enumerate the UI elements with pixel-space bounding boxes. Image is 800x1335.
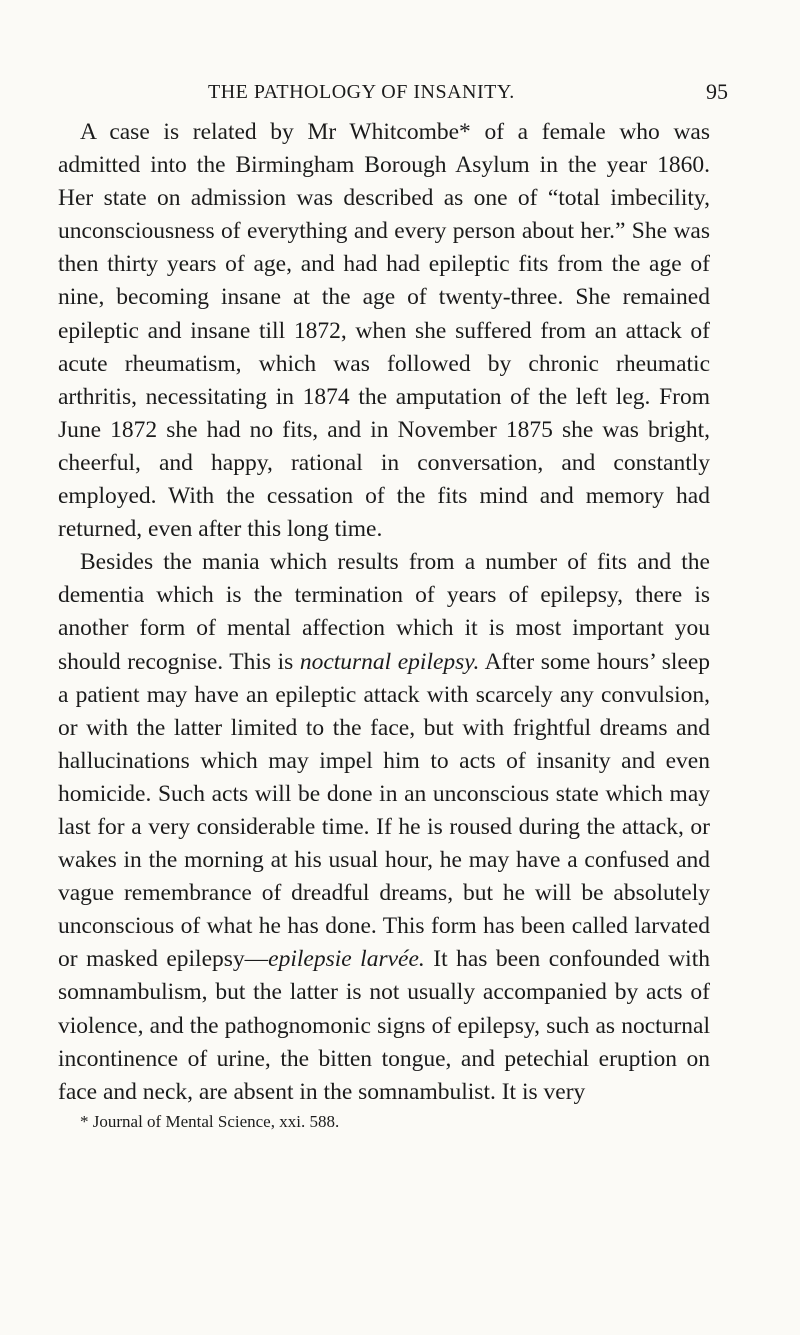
- paragraph-text: After some hours’ sleep a patient may have an epileptic attack with scarcely any convulsion, or with the latter limited to the face, but with frightful dreams and hallucinations which may impel him to acts of insanity and even homicide. Such acts will be done in an unconscious state which may last for a very considerable time. If he is roused during the attack, or wakes in the morning at his usual hour, he may have a confused and vague remembrance of dreadful dreams, but he will be absolutely unconscious of what he has done. This form has been called larvated or masked epilepsy—: [58, 648, 710, 973]
- footnote: * Journal of Mental Science, xxi. 588.: [80, 1111, 340, 1131]
- paragraph-nocturnal-epilepsy: [58, 546, 710, 1109]
- book-page: [58, 78, 728, 1133]
- page-number: 95: [706, 79, 728, 104]
- italic-term: nocturnal epilepsy.: [299, 648, 480, 675]
- running-head: THE PATHOLOGY OF INSANITY.: [208, 81, 515, 103]
- paragraph-text: Besides the mania which results from a number of fits and the dementia which is the termination of years of epilepsy, there is another form of mental affection which it is most important you should recognise. This is: [58, 549, 710, 675]
- italic-term: epilepsie larvée.: [268, 946, 425, 973]
- paragraph-text: It has been confounded with somnambulism, but the latter is not usually accompanied by acts of violence, and the pathognomonic signs of epilepsy, such as nocturnal incontinence of urine, the bitten tongue, and petechial eruption on face and neck, are absent in the somnambulist. It is very: [58, 946, 710, 1105]
- page-header: [58, 78, 728, 108]
- paragraph-whitcombe-case: A case is related by Mr Whitcombe* of a female who was admitted into the Birmingham Borough Asylum in the year 1860. Her state on admission was described as one of “total imbecility, unconsciousness of everything and every person about her.” She was then thirty years of age, and had had epileptic fits from the age of nine, becoming insane at the age of twenty-three. She remained epileptic and insane till 1872, when she suffered from an attack of acute rheumatism, which was followed by chronic rheumatic arthritis, necessitating in 1874 the amputation of the left leg. From June 1872 she had no fits, and in November 1875 she was bright, cheerful, and happy, rational in conversation, and constantly employed. With the cessation of the fits mind and memory had returned, even after this long time.: [58, 119, 710, 543]
